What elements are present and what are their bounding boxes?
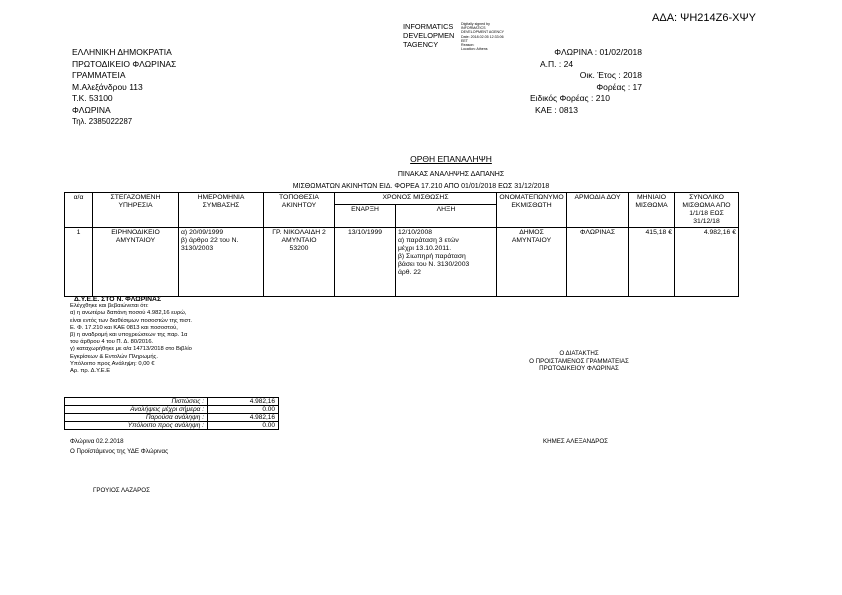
cell-line: 12/10/2008 <box>398 229 433 236</box>
header-doy: ΑΡΜΟΔΙΑ ΔΟΥ <box>567 193 629 228</box>
cell-line: ΑΜΥΝΤΑΙΟΥ <box>511 237 552 244</box>
audit-note-line: γ) καταχωρήθηκε με α/α 14713/2018 στο Βιβλίο <box>70 346 192 353</box>
header-service: ΣΤΕΓΑΖΟΜΕΝΗ ΥΠΗΡΕΣΙΑ <box>93 193 179 228</box>
audit-notes <box>70 296 270 375</box>
header-aa: α/α <box>65 193 93 228</box>
header-contract-date: ΗΜΕΡΟΜΗΝΙΑ ΣΥΜΒΑΣΗΣ <box>179 193 264 228</box>
cell-line: α) 20/09/1999 <box>181 229 224 236</box>
table-subtitle <box>0 183 842 192</box>
sender-line: ΠΡΩΤΟΔΙΚΕΙΟ ΦΛΩΡΙΝΑΣ <box>72 58 177 69</box>
audit-note-line: είναι εντός των διαθέσιμων ποσοστών της πιστ. <box>70 317 193 324</box>
summary-row <box>65 406 279 414</box>
cell-end <box>396 228 497 297</box>
audit-note-line: Εγκρίσεων & Εντολών Πληρωμής. <box>70 353 158 360</box>
cell-line: ΓΡ. ΝΙΚΟΛΑΙΔΗ 2 <box>272 229 326 236</box>
chief-name: ΓΡΟΥΙΟΣ ΛΑΖΑΡΟΣ <box>93 487 150 494</box>
cell-start: 13/10/1999 <box>335 228 396 297</box>
audit-note-line: του άρθρου 4 του Π. Δ. 80/2016. <box>70 339 154 346</box>
stamp-title-line: DEVELOPMEN <box>403 31 455 40</box>
meta-date: ΦΛΩΡΙΝΑ : 01/02/2018 <box>554 47 642 57</box>
stamp-title-line: INFORMATICS <box>403 22 454 31</box>
audit-note-line: Ε. Φ. 17.210 και ΚΑΕ 0813 και ποσοστού, <box>70 324 178 331</box>
meta-kae: ΚΑΕ : 0813 <box>535 104 579 115</box>
director-name: ΚΗΜΕΣ ΑΛΕΞΑΝΔΡΟΣ <box>543 438 608 445</box>
lease-table <box>64 192 739 297</box>
cell-line: α) παράταση 3 ετών <box>398 237 459 244</box>
stamp-detail-line: DEVELOPMENT AGENCY <box>461 30 505 35</box>
cell-line: β) Σιωπηρή παράταση <box>398 253 466 260</box>
sender-line: ΦΛΩΡΙΝΑ <box>72 104 111 115</box>
cell-monthly: 415,18 € <box>629 228 675 297</box>
document-meta <box>530 47 642 116</box>
place-date: Φλώρινα 02.2.2018 <box>70 438 124 445</box>
sender-line: Τηλ. 2385022287 <box>72 117 133 126</box>
summary-label: Πιστώσεις : <box>65 398 208 406</box>
summary-value: 0.00 <box>208 422 279 430</box>
stamp-detail-line: Location: Athens <box>461 47 488 52</box>
cell-service: ΕΙΡΗΝΟΔΙΚΕΙΟ ΑΜΥΝΤΑΙΟΥ <box>93 228 179 297</box>
director-signature-block <box>480 350 678 373</box>
summary-row <box>65 422 279 430</box>
audit-note-line: α) η ανωτέρω δαπάνη ποσού 4.982,16 ευρώ, <box>70 310 187 317</box>
stamp-title-line: TAGENCY <box>403 40 439 49</box>
director-line: Ο ΠΡΟΙΣΤΑΜΕΝΟΣ ΓΡΑΜΜΑΤΕΙΑΣ <box>529 357 629 365</box>
audit-note-line: Ελέγχθηκε και βεβαιώνεται ότι: <box>70 303 149 310</box>
cell-aa: 1 <box>65 228 93 297</box>
stamp-detail-line: Digitally signed by <box>461 22 490 26</box>
cell-line: 53200 <box>289 245 309 252</box>
cell-line: β) άρθρο 22 του Ν. <box>181 237 239 244</box>
header-total: ΣΥΝΟΛΙΚΟ ΜΙΣΘΩΜΑ ΑΠΟ 1/1/18 ΕΩΣ 31/12/18 <box>675 193 739 228</box>
meta-body: Φορέας : 17 <box>596 81 642 92</box>
cell-line: άρθ. 22 <box>398 269 421 276</box>
cell-line: ΑΜΥΝΤΑΙΟ <box>281 237 317 244</box>
director-line: Ο ΔΙΑΤΑΚΤΗΣ <box>559 350 599 357</box>
summary-label: Υπόλοιπο προς ανάληψη : <box>65 422 208 430</box>
cell-contract-date <box>179 228 264 297</box>
cell-doy: ΦΛΩΡΙΝΑΣ <box>567 228 629 297</box>
header-owner: ΟΝΟΜΑΤΕΠΩΝΥΜΟ ΕΚΜΙΣΘΩΤΗ <box>497 193 567 228</box>
summary-value: 4.982,16 <box>208 414 279 422</box>
header-end: ΛΗΞΗ <box>396 204 497 227</box>
table-title: ΠΙΝΑΚΑΣ ΑΝΑΛΗΨΗΣ ΔΑΠΑΝΗΣ <box>397 171 505 178</box>
cell-line: βάσει του Ν. 3130/2003 <box>398 261 470 268</box>
audit-note-line: Υπόλοιπο προς Ανάληψη: 0,00 € <box>70 360 155 367</box>
cell-line: ΔΗΜΟΣ <box>519 229 544 236</box>
summary-row <box>65 414 279 422</box>
table-row <box>65 228 739 297</box>
stamp-detail-line: Date: 2018.02.05 12:33:06 <box>461 34 504 39</box>
audit-notes-title: Δ.Υ.Ε.Ε. ΣΤΟ Ν. ΦΛΩΡΙΝΑΣ <box>74 296 162 303</box>
ada-number: ΑΔΑ: ΨΗ214Ζ6-ΧΨΥ <box>652 12 756 24</box>
audit-note-line: Αρ. πρ. Δ.Υ.Ε.Ε <box>70 368 111 375</box>
cell-location <box>264 228 335 297</box>
stamp-detail-line: Reason: <box>461 43 475 48</box>
chief-title: Ο Προϊστάμενος της ΥΔΕ Φλώρινας <box>70 448 169 455</box>
sender-block <box>72 47 176 128</box>
page-title: ΟΡΘΗ ΕΠΑΝΑΛΗΨΗ <box>410 154 492 164</box>
header-lease-time: ΧΡΟΝΟΣ ΜΙΣΘΩΣΗΣ <box>335 193 497 205</box>
cell-line: 3130/2003 <box>181 245 214 252</box>
meta-protocol: Α.Π. : 24 <box>540 58 574 69</box>
header-location: ΤΟΠΟΘΕΣΙΑ ΑΚΙΝΗΤΟΥ <box>264 193 335 228</box>
table-subtitle-text: ΜΙΣΘΩΜΑΤΩΝ ΑΚΙΝΗΤΩΝ ΕΙΔ. ΦΟΡΕΑ 17.210 ΑΠΟ 01/01/2018 ΕΩΣ 31/12/2018 <box>292 183 550 190</box>
sender-line: ΕΛΛΗΝΙΚΗ ΔΗΜΟΚΡΑΤΙΑ <box>72 47 172 57</box>
header-monthly: ΜΗΝΙΑΙΟ ΜΙΣΘΩΜΑ <box>629 193 675 228</box>
summary-value: 0.00 <box>208 406 279 414</box>
table-header-row <box>65 193 739 205</box>
budget-summary-table <box>64 397 279 430</box>
cell-owner <box>497 228 567 297</box>
sender-line: Μ.Αλεξάνδρου 113 <box>72 81 143 92</box>
sender-line: Τ.Κ. 53100 <box>72 93 113 103</box>
stamp-title <box>403 22 454 49</box>
meta-special-body: Ειδικός Φορέας : 210 <box>530 93 610 103</box>
stamp-details <box>461 22 504 51</box>
sender-line: ΓΡΑΜΜΑΤΕΙΑ <box>72 70 126 80</box>
director-line: ΠΡΩΤΟΔΙΚΕΙΟΥ ΦΛΩΡΙΝΑΣ <box>539 365 619 372</box>
audit-note-line: β) η αναδρομή και υποχρεώσεων της παρ. 1α <box>70 332 188 339</box>
summary-label: Παρούσα ανάληψη : <box>65 414 208 422</box>
cell-total: 4.982,16 € <box>675 228 739 297</box>
summary-value: 4.982,16 <box>208 398 279 406</box>
header-start: ΕΝΑΡΞΗ <box>335 204 396 227</box>
cell-line: μέχρι 13.10.2011. <box>398 245 452 252</box>
digital-signature-stamp <box>403 22 454 49</box>
stamp-detail-line: EET <box>461 38 468 43</box>
summary-row <box>65 398 279 406</box>
summary-label: Αναλήψεις μέχρι σήμερα : <box>65 406 208 414</box>
meta-fiscal-year: Οικ. Έτος : 2018 <box>579 70 642 80</box>
stamp-detail-line: INFORMATICS <box>461 26 486 31</box>
